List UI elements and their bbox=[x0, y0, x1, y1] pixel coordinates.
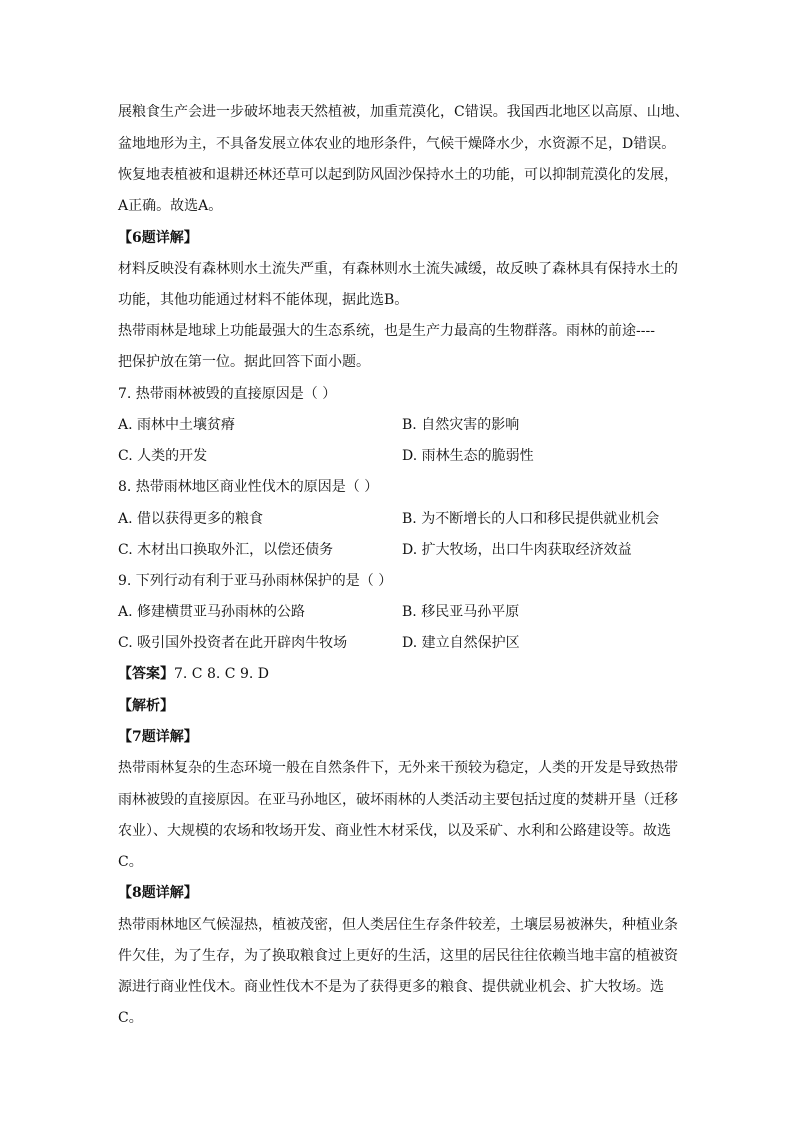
text-line: 件欠佳，为了生存，为了换取粮食过上更好的生活，这里的居民往往依赖当地丰富的植被资 bbox=[118, 948, 678, 964]
text-line: 源进行商业性伐木。商业性伐木不是为了获得更多的粮食、提供就业机会、扩大牧场。选 bbox=[118, 979, 664, 995]
text-line: 雨林被毁的直接原因。在亚马孙地区，破坏雨林的人类活动主要包括过度的焚耕开垦（迁移 bbox=[118, 792, 678, 808]
question-stem: 9. 下列行动有利于亚马孙雨林保护的是（ ） bbox=[118, 573, 393, 589]
option-a: A. 借以获得更多的粮食 bbox=[118, 511, 264, 527]
option-b: B. 移民亚马孙平原 bbox=[402, 604, 520, 620]
text-line: 把保护放在第一位。据此回答下面小题。 bbox=[118, 354, 370, 370]
text-line: C。 bbox=[118, 1010, 143, 1026]
question-stem: 8. 热带雨林地区商业性伐木的原因是（ ） bbox=[118, 479, 379, 495]
answer-text: 7. C 8. C 9. D bbox=[174, 666, 269, 682]
text-line: 功能，其他功能通过材料不能体现，据此选B。 bbox=[118, 292, 409, 308]
option-a: A. 修建横贯亚马孙雨林的公路 bbox=[118, 604, 306, 620]
answer-label: 【答案】 bbox=[118, 666, 174, 682]
text-line: 盆地地形为主，不具备发展立体农业的地形条件，气候干燥降水少，水资源不足，D错误。 bbox=[118, 136, 676, 152]
text-line: 农业）、大规模的农场和牧场开发、商业性木材采伐，以及采矿、水利和公路建设等。故选 bbox=[118, 823, 671, 839]
text-line: A正确。故选A。 bbox=[118, 198, 223, 214]
option-d: D. 扩大牧场，出口牛肉获取经济效益 bbox=[402, 542, 632, 558]
option-c: C. 吸引国外投资者在此开辟肉牛牧场 bbox=[118, 635, 348, 651]
option-b: B. 自然灾害的影响 bbox=[402, 417, 520, 433]
answer-line bbox=[118, 665, 269, 683]
option-d: D. 建立自然保护区 bbox=[402, 635, 520, 651]
text-line: 热带雨林地区气候湿热，植被茂密，但人类居住生存条件较差，土壤层易被淋失，种植业条 bbox=[118, 917, 678, 933]
text-line: 恢复地表植被和退耕还林还草可以起到防风固沙保持水土的功能，可以抑制荒漠化的发展， bbox=[118, 167, 678, 183]
question-stem: 7. 热带雨林被毁的直接原因是（ ） bbox=[118, 386, 337, 402]
option-d: D. 雨林生态的脆弱性 bbox=[402, 448, 534, 464]
analysis-heading: 【解析】 bbox=[118, 698, 174, 714]
section-heading-q7: 【7题详解】 bbox=[118, 729, 198, 745]
section-heading-q6: 【6题详解】 bbox=[118, 230, 198, 246]
text-line: 热带雨林复杂的生态环境一般在自然条件下，无外来干预较为稳定，人类的开发是导致热带 bbox=[118, 760, 678, 776]
text-line: 热带雨林是地球上功能最强大的生态系统，也是生产力最高的生物群落。雨林的前途---- bbox=[118, 323, 655, 339]
text-line: C。 bbox=[118, 854, 143, 870]
option-c: C. 木材出口换取外汇，以偿还债务 bbox=[118, 542, 334, 558]
text-line: 材料反映没有森林则水土流失严重，有森林则水土流失减缓，故反映了森林具有保持水土的 bbox=[118, 261, 678, 277]
option-c: C. 人类的开发 bbox=[118, 448, 208, 464]
option-b: B. 为不断增长的人口和移民提供就业机会 bbox=[402, 511, 660, 527]
option-a: A. 雨林中土壤贫瘠 bbox=[118, 417, 236, 433]
section-heading-q8: 【8题详解】 bbox=[118, 885, 198, 901]
text-line: 展粮食生产会进一步破坏地表天然植被，加重荒漠化，C错误。我国西北地区以高原、山地、 bbox=[118, 104, 689, 120]
